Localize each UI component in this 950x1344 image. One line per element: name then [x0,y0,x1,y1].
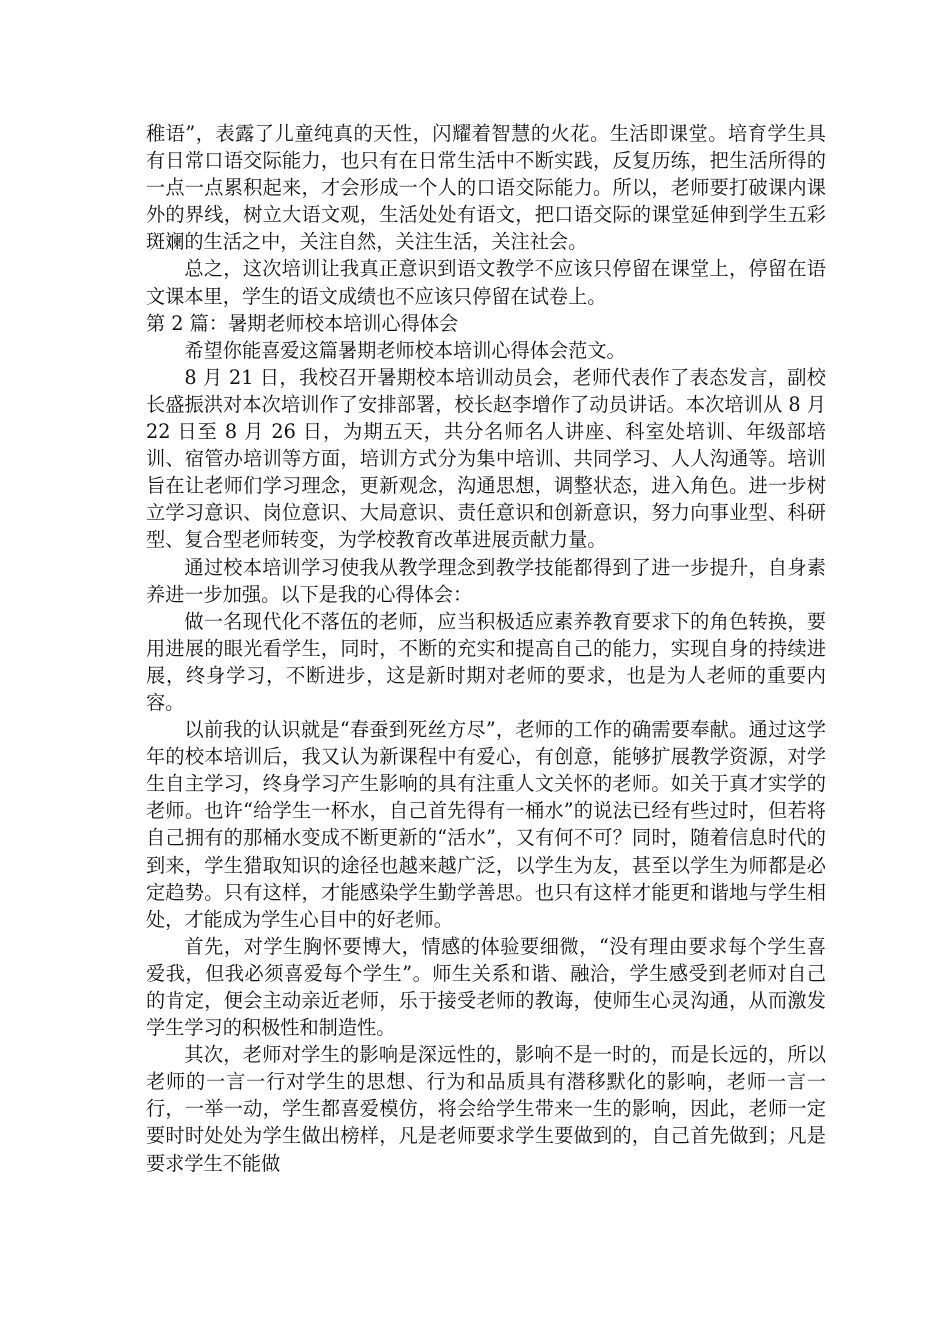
paragraph-meeting: 8 月 21 日，我校召开暑期校本培训动员会，老师代表作了表态发言，副校长盛振洪对本次培训作了安排部署，校长赵李增作了动员讲话。本次培训从 8 月 22 日至 8 月 26 日，为期五天，共分名师名人讲座、科室处培训、年级部培训、宿管办培训等方面，培训方式分为集中培训、共同学习、人人沟通等。培训旨在让老师们学习理念，更新观念，沟通思想，调整状态，进入角色。进一步树立学习意识、岗位意识、大局意识、责任意识和创新意识，努力向事业型、科研型、复合型老师转变，为学校教育改革进展贡献力量。 [146,365,826,552]
document-page [146,120,826,1177]
paragraph-intro: 希望你能喜爱这篇暑期老师校本培训心得体会范文。 [184,338,626,362]
paragraph-first: 首先，对学生胸怀要博大，情感的体验要细微，“没有理由要求每个学生喜爱我，但我必须喜爱每个学生”。师生关系和谐、融洽，学生感受到老师对自己的肯定，便会主动亲近老师，乐于接受老师的教诲，使师生心灵沟通，从而激发学生学习的积极性和制造性。 [146,934,826,1040]
paragraph-second: 其次，老师对学生的影响是深远性的，影响不是一时的，而是长远的，所以老师的一言一行对学生的思想、行为和品质具有潜移默化的影响，老师一言一行，一举一动，学生都喜爱模仿，将会给学生带来一生的影响，因此，老师一定要时时处处为学生做出榜样，凡是老师要求学生要做到的，自己首先做到；凡是要求学生不能做 [146,1043,826,1175]
section-heading: 第 2 篇：暑期老师校本培训心得体会 [146,311,459,335]
paragraph-summary: 总之，这次培训让我真正意识到语文教学不应该只停留在课堂上，停留在语文课本里，学生的语文成绩也不应该只停留在试卷上。 [146,257,826,308]
paragraph-modern-teacher: 做一名现代化不落伍的老师，应当积极适应素养教育要求下的角色转换，要用进展的眼光看学生，同时，不断的充实和提高自己的能力，实现自身的持续进展，终身学习，不断进步，这是新时期对老师的要求，也是为人老师的重要内容。 [146,609,826,714]
paragraph-gain: 通过校本培训学习使我从教学理念到教学技能都得到了进一步提升，自身素养进一步加强。以下是我的心得体会： [146,555,826,606]
paragraph-silkworm: 以前我的认识就是“春蚕到死丝方尽”，老师的工作的确需要奉献。通过这学年的校本培训后，我又认为新课程中有爱心，有创意，能够扩展教学资源，对学生自主学习，终身学习产生影响的具有注重人文关怀的老师。如关于真才实学的老师。也许“给学生一杯水，自己首先得有一桶水”的说法已经有些过时，但若将自己拥有的那桶水变成不断更新的“活水”，又有何不可？同时，随着信息时代的到来，学生猎取知识的途径也越来越广泛，以学生为友，甚至以学生为师都是必定趋势。只有这样，才能感染学生勤学善思。也只有这样才能更和谐地与学生相处，才能成为学生心目中的好老师。 [146,718,826,931]
paragraph-continued: 稚语”，表露了儿童纯真的天性，闪耀着智慧的火花。生活即课堂。培育学生具有日常口语交际能力，也只有在日常生活中不断实践，反复历练，把生活所得的一点一点累积起来，才会形成一个人的口语交际能力。所以，老师要打破课内课外的界线，树立大语文观，生活处处有语文，把口语交际的课堂延伸到学生五彩斑斓的生活之中，关注自然，关注生活，关注社会。 [146,122,826,254]
